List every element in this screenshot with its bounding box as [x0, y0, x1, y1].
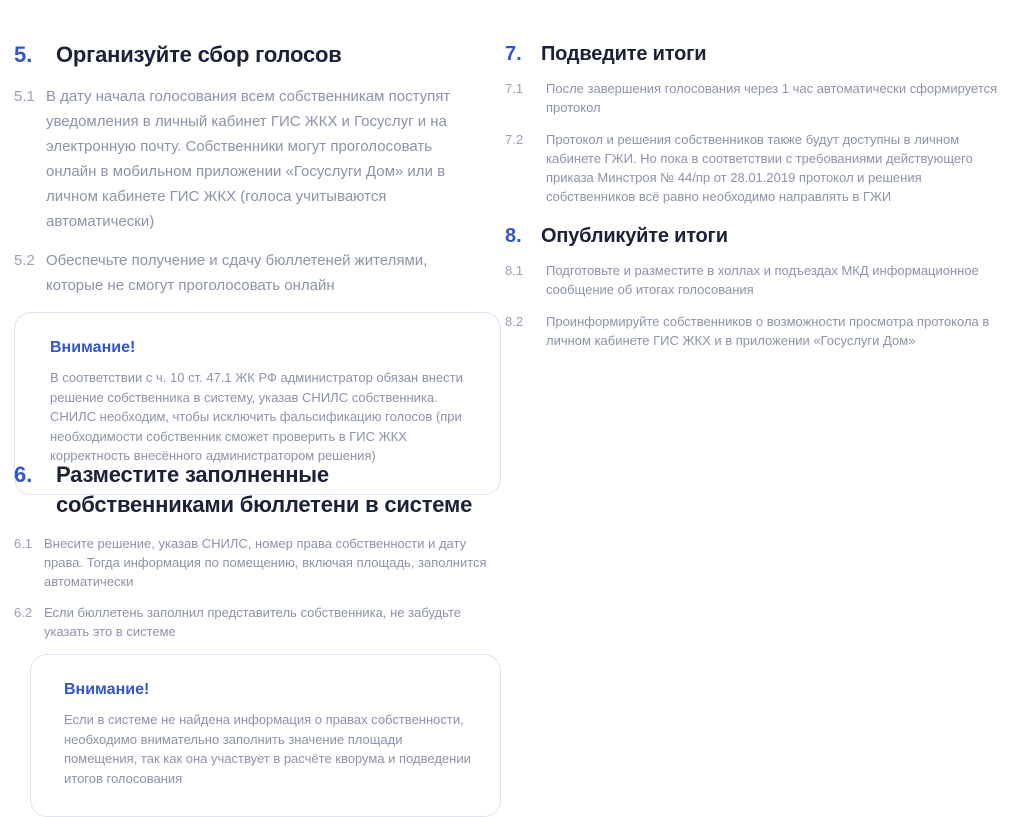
- section-5: [14, 40, 510, 495]
- item-text: Обеспечьте получение и сдачу бюллетеней жителями, которые не смогут проголосовать онлайн: [46, 252, 428, 294]
- item-number: 5.2: [14, 252, 35, 269]
- attention-callout: [30, 654, 501, 817]
- section-6: [14, 460, 510, 817]
- item-number: 7.2: [505, 132, 524, 147]
- item-number: 6.2: [14, 605, 33, 620]
- list-item: [14, 84, 510, 234]
- list-item: [505, 261, 1010, 299]
- item-text: После завершения голосования через 1 час автоматически сформируется протокол: [546, 81, 998, 115]
- section-7-number: 7.: [505, 43, 522, 65]
- item-text: Протокол и решения собственников также будут доступны в личном кабинете ГЖИ. Но пока в соответствии с требованиями действующего приказа Минстроя № 44/пр от 28.01.2019 протокол и решения собственников всё равно необходимо направлять в ГЖИ: [546, 132, 973, 204]
- list-item: [505, 79, 1010, 117]
- item-number: 5.1: [14, 88, 35, 105]
- callout-body: Если в системе не найдена информация о правах собственности, необходимо внимательно заполнить значение площади помещения, так как она участвует в расчёте кворума и подведении итогов голосования: [64, 712, 471, 786]
- item-number: 8.1: [505, 263, 524, 278]
- item-number: 8.2: [505, 314, 524, 329]
- section-8-number: 8.: [505, 225, 522, 247]
- list-item: [14, 603, 510, 641]
- section-5-title: Организуйте сбор голосов: [56, 42, 342, 67]
- callout-title: Внимание!: [50, 339, 136, 356]
- list-item: [505, 130, 1010, 206]
- section-7: [505, 40, 1010, 219]
- section-5-heading: [14, 40, 510, 70]
- section-5-number: 5.: [14, 42, 33, 67]
- section-7-heading: [505, 40, 1010, 68]
- item-text: Подготовьте и разместите в холлах и подъездах МКД информационное сообщение об итогах голосования: [546, 263, 979, 297]
- list-item: [14, 534, 510, 591]
- list-item: [14, 248, 510, 298]
- section-6-heading: [14, 460, 510, 520]
- callout-body: В соответствии с ч. 10 ст. 47.1 ЖК РФ администратор обязан внести решение собственника в систему, указав СНИЛС собственника. СНИЛС необходим, чтобы исключить фальсификацию голосов (при необходимости собственник сможет проверить в ГИС ЖКХ корректность внесённого администратором решения): [50, 370, 463, 463]
- section-8-title: Опубликуйте итоги: [541, 225, 728, 247]
- item-text: Внесите решение, указав СНИЛС, номер права собственности и дату права. Тогда информация по помещению, включая площадь, заполнится автоматически: [44, 536, 487, 589]
- item-text: Проинформируйте собственников о возможности просмотра протокола в личном кабинете ГИС ЖКХ и в приложении «Госуслуги Дом»: [546, 314, 990, 348]
- callout-title: Внимание!: [64, 681, 150, 698]
- list-item: [505, 312, 1010, 350]
- item-number: 6.1: [14, 536, 33, 551]
- item-text: Если бюллетень заполнил представитель собственника, не забудьте указать это в системе: [44, 605, 461, 639]
- section-8: [505, 222, 1010, 363]
- section-6-number: 6.: [14, 462, 33, 487]
- item-text: В дату начала голосования всем собственникам поступят уведомления в личный кабинет ГИС ЖКХ и Госуслуг и на электронную почту. Собственники могут проголосовать онлайн в мобильном приложении «Госуслуги Дом» или в личном кабинете ГИС ЖКХ (голоса учитываются автоматически): [46, 88, 451, 230]
- section-8-heading: [505, 222, 1010, 250]
- section-6-title: Разместите заполненные собственниками бюллетени в системе: [56, 462, 473, 517]
- item-number: 7.1: [505, 81, 524, 96]
- section-7-title: Подведите итоги: [541, 43, 707, 65]
